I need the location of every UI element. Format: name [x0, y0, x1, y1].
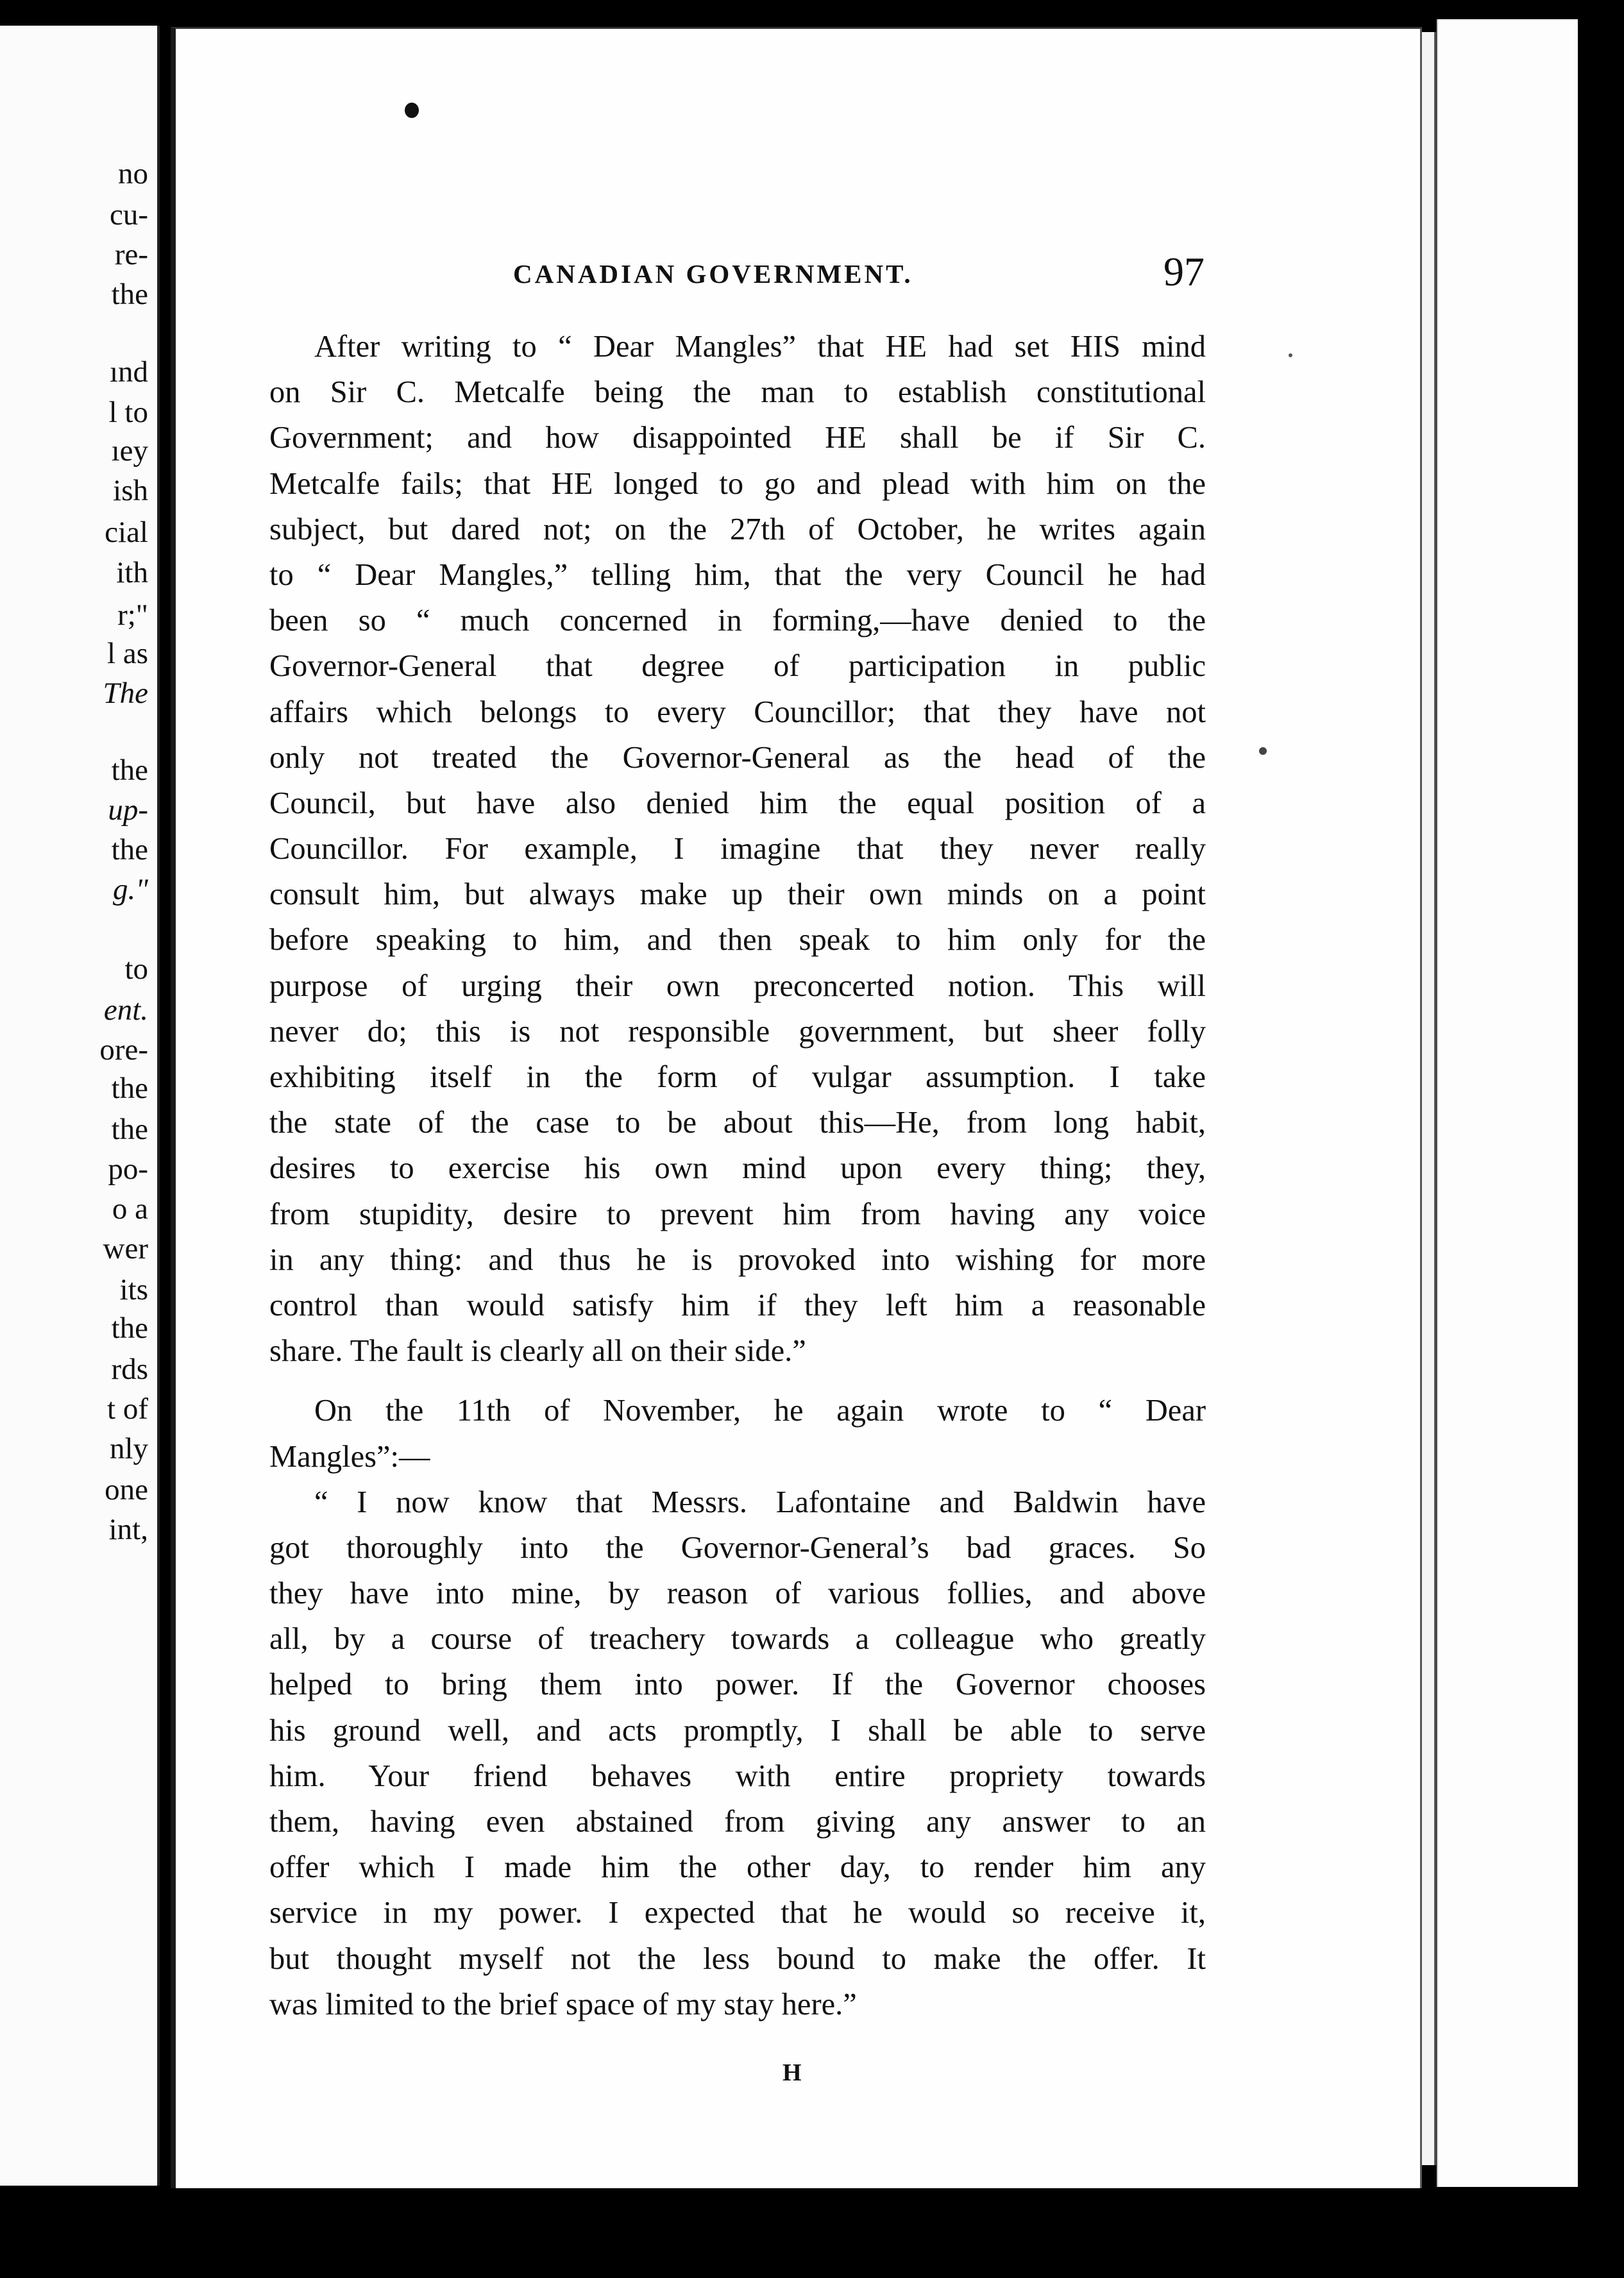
text-line: service in my power. I expected that he would so receive it, [269, 1896, 1206, 1930]
facing-page-fragment: rds [111, 1353, 148, 1386]
text-line: before speaking to him, and then speak to him only for the [269, 923, 1206, 958]
facing-page-fragment: the [111, 1113, 148, 1146]
facing-page-fragment: g." [113, 873, 148, 906]
facing-page-fragment: its [119, 1273, 148, 1306]
running-title: CANADIAN GOVERNMENT. [513, 259, 913, 289]
facing-page-fragment: no [118, 157, 148, 190]
facing-page-fragment: o a [112, 1192, 148, 1226]
facing-page-fragment: the [111, 1072, 148, 1105]
facing-page-fragment: the [111, 754, 148, 787]
facing-page-fragment: ore- [99, 1033, 148, 1067]
paragraph [269, 324, 1206, 1374]
facing-page-fragment: cu- [109, 198, 148, 232]
text-line: helped to bring them into power. If the Governor chooses [269, 1667, 1206, 1702]
ink-speck [1289, 353, 1292, 357]
paragraph [269, 1388, 1206, 1479]
facing-page-fragment: po- [108, 1152, 148, 1186]
text-line: all, by a course of treachery towards a colleague who greatly [269, 1622, 1206, 1657]
body-text [269, 324, 1206, 2027]
paragraph [269, 1480, 1206, 2027]
scan-top-border [0, 0, 1624, 23]
text-line: consult him, but always make up their own minds on a point [269, 877, 1206, 912]
text-line: offer which I made him the other day, to render him any [269, 1850, 1206, 1885]
text-line: share. The fault is clearly all on their side.” [269, 1334, 806, 1369]
facing-page-fragment: re- [114, 238, 148, 271]
facing-page-fragment: the [111, 833, 148, 866]
text-line: never do; this is not responsible government, but sheer folly [269, 1014, 1206, 1049]
text-line: was limited to the brief space of my stay here.” [269, 1987, 857, 2021]
facing-page-fragment: one [105, 1473, 148, 1506]
text-line: to “ Dear Mangles,” telling him, that the very Council he had [269, 557, 1206, 592]
text-line: Metcalfe fails; that HE longed to go and plead with him on the [269, 466, 1206, 501]
facing-page-fragment: r;" [117, 598, 148, 632]
facing-page-fragment: nly [109, 1432, 148, 1465]
text-line: After writing to “ Dear Mangles” that HE had set HIS mind [314, 330, 1206, 364]
signature-mark: H [782, 2059, 802, 2086]
facing-page-fragment: ith [116, 556, 148, 589]
text-line: they have into mine, by reason of various follies, and above [269, 1576, 1206, 1611]
text-line: in any thing: and thus he is provoked into wishing for more [269, 1242, 1206, 1277]
text-line: the state of the case to be about this—He, from long habit, [269, 1106, 1206, 1140]
text-line: purpose of urging their own preconcerted notion. This will [269, 968, 1206, 1003]
text-line: Governor-General that degree of participation in public [269, 649, 1206, 684]
text-line: desires to exercise his own mind upon every thing; they, [269, 1151, 1206, 1186]
facing-page-fragment: ıey [111, 434, 148, 468]
facing-page-fragment: up- [108, 793, 148, 827]
facing-page-fragment: ent. [103, 993, 148, 1027]
text-line: his ground well, and acts promptly, I shall be able to serve [269, 1713, 1206, 1748]
text-line: only not treated the Governor-General as the head of the [269, 740, 1206, 775]
text-line: but thought myself not the less bound to make the offer. It [269, 1941, 1206, 1976]
facing-page-fragment: cial [105, 516, 148, 549]
page-number: 97 [1163, 249, 1205, 294]
facing-page-fragment: l as [107, 637, 148, 670]
scan-bottom-border [0, 2188, 1624, 2278]
page-header [513, 249, 1205, 297]
ink-speck [1259, 747, 1267, 755]
text-line: from stupidity, desire to prevent him from having any voice [269, 1197, 1206, 1231]
facing-page-fragment: l to [108, 396, 148, 429]
scan-right-border [1578, 0, 1624, 2278]
text-line: affairs which belongs to every Councillor; that they have not [269, 695, 1206, 729]
page-stack-edge [1437, 19, 1579, 2187]
text-line: On the 11th of November, he again wrote to “ Dear [314, 1394, 1206, 1428]
text-line: Mangles”:— [269, 1439, 430, 1474]
text-line: subject, but dared not; on the 27th of October, he writes again [269, 512, 1206, 546]
text-line: been so “ much concerned in forming,—have denied to the [269, 603, 1206, 638]
facing-page-fragment: t of [107, 1392, 148, 1426]
facing-page-fragment: int, [108, 1513, 148, 1546]
text-line: them, having even abstained from giving any answer to an [269, 1805, 1206, 1839]
facing-page-fragment: ish [113, 474, 148, 507]
facing-page-edge [0, 26, 160, 2186]
text-line: him. Your friend behaves with entire propriety towards [269, 1759, 1206, 1793]
text-line: control than would satisfy him if they left him a reasonable [269, 1288, 1206, 1322]
facing-page-fragment: The [103, 677, 148, 710]
facing-page-fragment: wer [103, 1232, 148, 1265]
text-line: Councillor. For example, I imagine that they never really [269, 832, 1206, 866]
facing-page-fragment: to [124, 952, 148, 986]
facing-page-fragment: ınd [109, 355, 148, 389]
text-line: got thoroughly into the Governor-General’s bad graces. So [269, 1530, 1206, 1565]
text-line: Council, but have also denied him the equal position of a [269, 786, 1206, 820]
text-line: on Sir C. Metcalfe being the man to establish constitutional [269, 375, 1206, 410]
text-line: Government; and how disappointed HE shall be if Sir C. [269, 421, 1206, 455]
text-line: exhibiting itself in the form of vulgar assumption. I take [269, 1060, 1206, 1094]
facing-page-fragment: the [111, 278, 148, 311]
text-line: “ I now know that Messrs. Lafontaine and Baldwin have [314, 1485, 1206, 1519]
ink-blot [405, 103, 419, 118]
facing-page-fragment: the [111, 1312, 148, 1345]
